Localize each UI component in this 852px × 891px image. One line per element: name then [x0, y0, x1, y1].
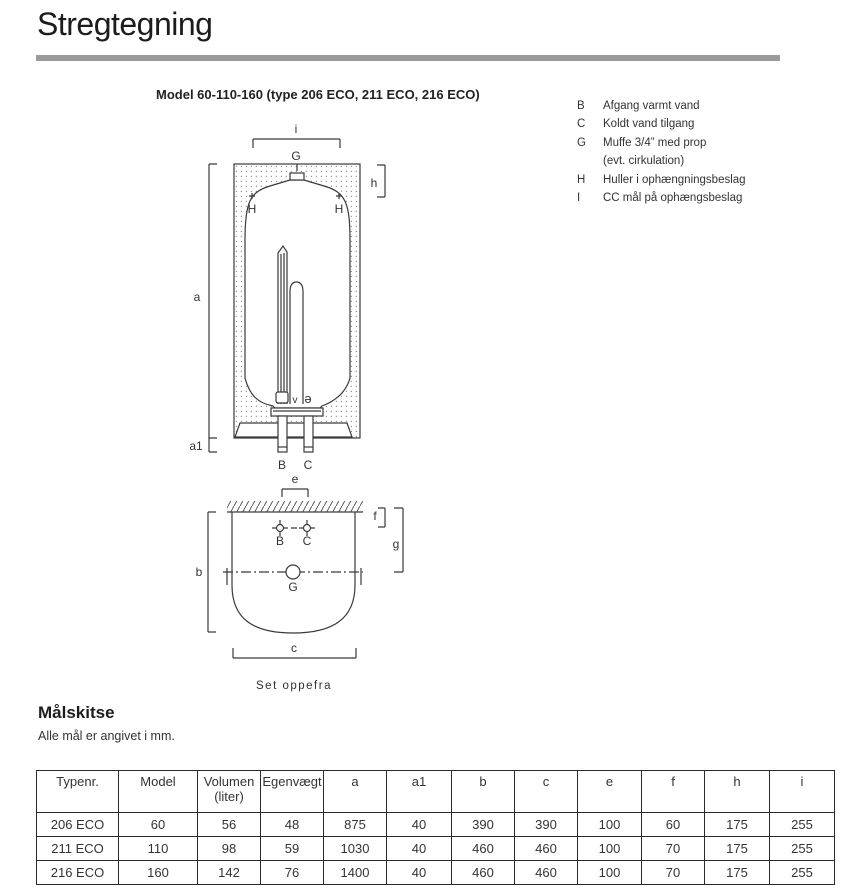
dim-a-line [209, 164, 217, 452]
legend-text: Huller i ophængningsbeslag [603, 173, 746, 186]
label-a: a [193, 290, 201, 304]
cell: 98 [198, 837, 261, 861]
cell: 100 [578, 861, 642, 885]
cell: 460 [515, 837, 578, 861]
cell: 211 ECO [37, 837, 119, 861]
cell: 40 [387, 861, 452, 885]
label-g-marker: G [288, 580, 298, 594]
cell: 70 [642, 837, 705, 861]
cell: 175 [705, 837, 770, 861]
dimensions-table [36, 770, 835, 885]
cell: 206 ECO [37, 813, 119, 837]
cell: 216 ECO [37, 861, 119, 885]
measurements-note: Alle mål er angivet i mm. [38, 729, 175, 743]
figure-subtitle: Model 60-110-160 (type 206 ECO, 211 ECO, 216 ECO) [156, 87, 480, 102]
cell: 255 [770, 813, 835, 837]
label-element-mark: ə [304, 391, 312, 406]
legend-text: Koldt vand tilgang [603, 118, 695, 131]
cell: 56 [198, 813, 261, 837]
element-pocket [276, 392, 288, 403]
cell: 390 [452, 813, 515, 837]
cell: 100 [578, 813, 642, 837]
label-h-hole-right: H [334, 202, 344, 216]
cell: 460 [515, 861, 578, 885]
legend-key: B [577, 100, 585, 112]
legend-text: CC mål på ophængsbeslag [603, 191, 743, 204]
legend-item-b [577, 100, 746, 118]
col-header-h: h [705, 771, 770, 813]
label-g-dim: g [392, 537, 400, 551]
legend-item-i [577, 192, 746, 210]
cell: 1030 [324, 837, 387, 861]
cell: 60 [642, 813, 705, 837]
bottom-cavity [235, 423, 352, 437]
label-b-marker: B [275, 534, 285, 548]
label-f-dim: f [373, 509, 377, 523]
cell: 160 [119, 861, 198, 885]
cell: 70 [642, 861, 705, 885]
legend-item-c [577, 118, 746, 136]
legend-key: H [577, 173, 586, 186]
label-b-pipe: B [277, 458, 287, 472]
page-title: Stregtegning [37, 6, 213, 42]
dim-h-line [377, 165, 385, 197]
pipe-b-marker [277, 525, 284, 532]
legend-item-g [577, 137, 746, 155]
col-header-egenvaegt: Egenvægt [261, 771, 324, 813]
col-header-b: b [452, 771, 515, 813]
table-row-216-eco [37, 861, 835, 885]
table-row-211-eco [37, 837, 835, 861]
legend-text: Afgang varmt vand [603, 100, 700, 112]
table-header-row [37, 771, 835, 813]
view-caption: Set oppefra [256, 680, 332, 692]
label-b-dim: b [195, 565, 203, 579]
col-header-e: e [578, 771, 642, 813]
front-view [209, 139, 385, 497]
label-e-dim: e [291, 472, 299, 486]
cell: 460 [452, 861, 515, 885]
pipe-c-marker [304, 525, 311, 532]
cell: 1400 [324, 861, 387, 885]
measurements-heading: Målskitse [38, 703, 115, 722]
label-c-dim: c [291, 641, 297, 655]
cell: 255 [770, 837, 835, 861]
wall-hatching [227, 501, 363, 512]
cell: 175 [705, 813, 770, 837]
cell: 40 [387, 837, 452, 861]
dim-f-line [378, 508, 385, 527]
table-row-206-eco [37, 813, 835, 837]
technical-drawing [175, 118, 425, 698]
col-header-f: f [642, 771, 705, 813]
col-header-a1: a1 [387, 771, 452, 813]
cell: 76 [261, 861, 324, 885]
dimension-legend [577, 100, 746, 210]
legend-item-g-cont [577, 155, 746, 173]
cell: 40 [387, 813, 452, 837]
title-underline-rule [36, 55, 780, 61]
legend-key: I [577, 191, 581, 204]
label-g-top: G [291, 149, 301, 163]
cell: 59 [261, 837, 324, 861]
dim-i-line [253, 139, 340, 148]
col-header-typenr: Typenr. [37, 771, 119, 813]
col-header-volumen: Volumen (liter) [198, 771, 261, 813]
muffe-g-marker [286, 565, 300, 579]
label-h-dim: h [370, 176, 378, 190]
label-i: i [294, 122, 298, 136]
muffe-g-connection [290, 173, 304, 180]
col-header-c: c [515, 771, 578, 813]
cell: 255 [770, 861, 835, 885]
col-header-a: a [324, 771, 387, 813]
dim-b-line [208, 512, 216, 632]
top-view-labels [196, 509, 400, 692]
legend-key: G [577, 136, 586, 149]
cell: 390 [515, 813, 578, 837]
legend-text: Muffe 3/4” med prop [603, 136, 707, 149]
cell: 60 [119, 813, 198, 837]
cell: 48 [261, 813, 324, 837]
cell: 460 [452, 837, 515, 861]
line-drawing-svg [175, 118, 425, 698]
flange-plate [271, 408, 323, 416]
legend-text: (evt. cirkulation) [603, 155, 685, 168]
cell: 110 [119, 837, 198, 861]
cell: 175 [705, 861, 770, 885]
legend-key: C [577, 118, 586, 131]
label-v-mark: v [292, 395, 298, 406]
col-header-model: Model [119, 771, 198, 813]
dim-e-line [282, 489, 308, 497]
cell: 142 [198, 861, 261, 885]
label-a1: a1 [189, 439, 203, 453]
label-c-marker: C [302, 534, 312, 548]
label-h-hole-left: H [247, 202, 257, 216]
cell: 100 [578, 837, 642, 861]
top-view [208, 501, 403, 658]
col-header-i: i [770, 771, 835, 813]
legend-item-h [577, 174, 746, 192]
label-c-pipe: C [303, 458, 313, 472]
cell: 875 [324, 813, 387, 837]
